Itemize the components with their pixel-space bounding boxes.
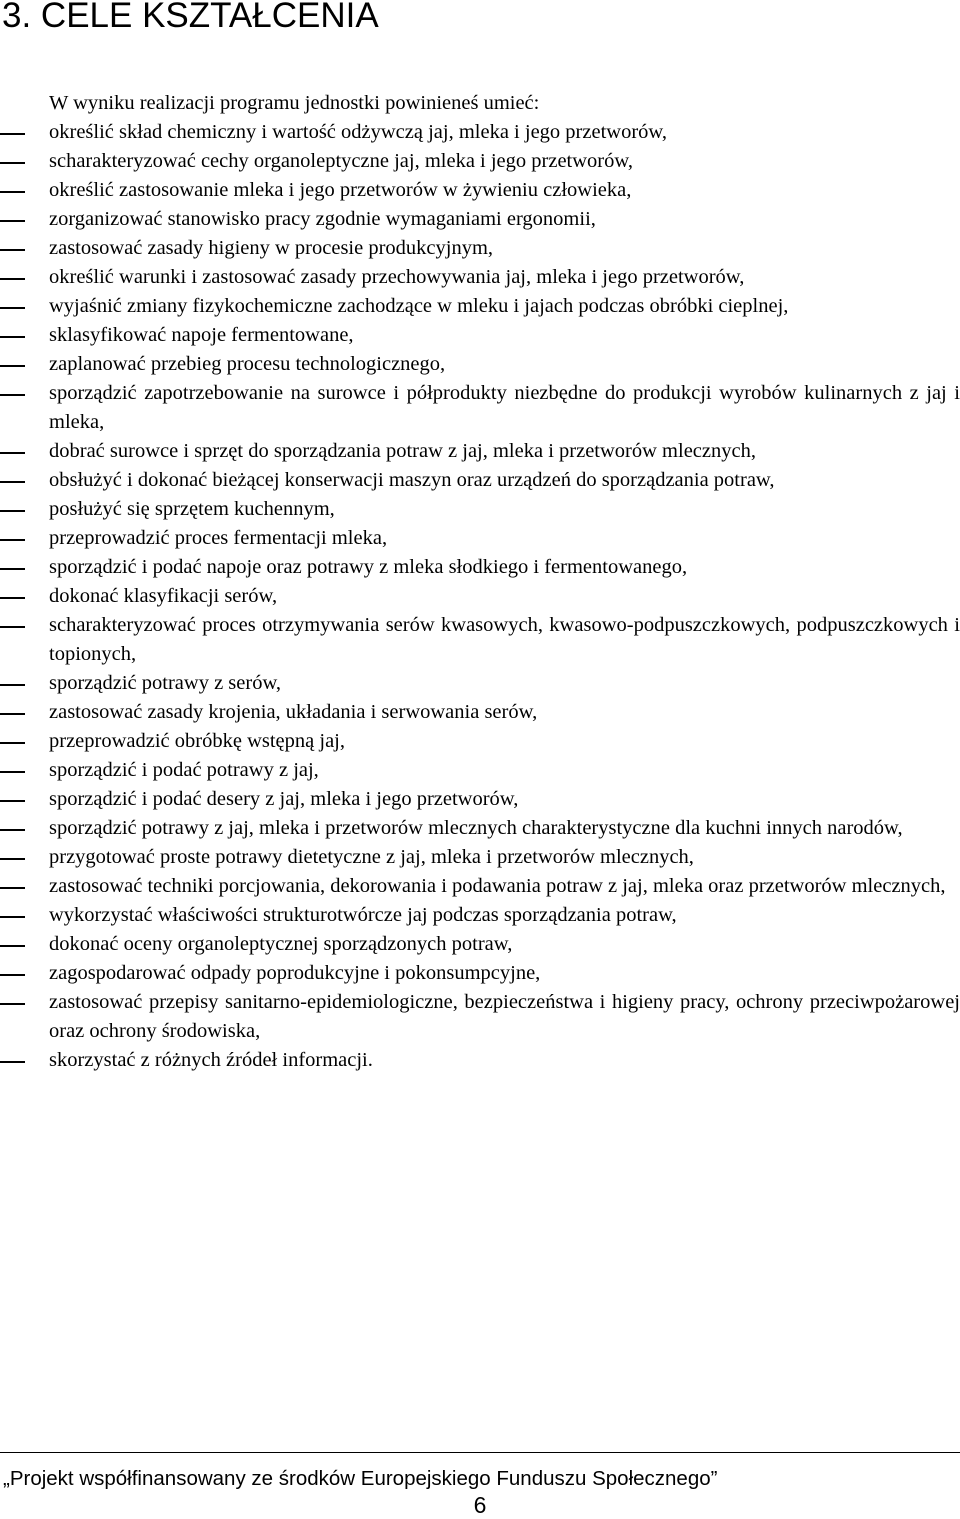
objective-item xyxy=(0,843,960,872)
objective-item xyxy=(0,263,960,292)
objective-text: zagospodarować odpady poprodukcyjne i pokonsumpcyjne, xyxy=(49,962,541,984)
dash-bullet-icon xyxy=(0,959,26,988)
objective-text: zastosować przepisy sanitarno-epidemiologiczne, bezpieczeństwa i higieny pracy, ochrony przeciwpożarowej oraz ochrony środowiska, xyxy=(49,991,960,1042)
dash-bullet-icon xyxy=(0,843,26,872)
dash-bullet-icon xyxy=(0,901,26,930)
objective-text: przeprowadzić obróbkę wstępną jaj, xyxy=(49,730,345,752)
objective-text: wyjaśnić zmiany fizykochemiczne zachodzące w mleku i jajach podczas obróbki cieplnej, xyxy=(49,295,789,317)
dash-bullet-icon xyxy=(0,234,26,263)
objective-text: posłużyć się sprzętem kuchennym, xyxy=(49,498,335,520)
objectives-list xyxy=(0,118,960,1075)
dash-bullet-icon xyxy=(0,437,26,466)
objective-text: dobrać surowce i sprzęt do sporządzania potraw z jaj, mleka i przetworów mlecznych, xyxy=(49,440,756,462)
dash-bullet-icon xyxy=(0,756,26,785)
objective-text: skorzystać z różnych źródeł informacji. xyxy=(49,1049,373,1071)
objective-text: obsłużyć i dokonać bieżącej konserwacji maszyn oraz urządzeń do sporządzania potraw, xyxy=(49,469,775,491)
objective-text: sporządzić zapotrzebowanie na surowce i półprodukty niezbędne do produkcji wyrobów kulinarnych z jaj i mleka, xyxy=(49,382,960,433)
objective-item xyxy=(0,1046,960,1075)
dash-bullet-icon xyxy=(0,350,26,379)
objective-item xyxy=(0,466,960,495)
objective-item xyxy=(0,350,960,379)
objective-item xyxy=(0,524,960,553)
objective-item xyxy=(0,872,960,901)
objective-text: sporządzić potrawy z jaj, mleka i przetworów mlecznych charakterystyczne dla kuchni innych narodów, xyxy=(49,817,903,839)
objective-item xyxy=(0,234,960,263)
objective-text: zastosować techniki porcjowania, dekorowania i podawania potraw z jaj, mleka oraz przetworów mlecznych, xyxy=(49,875,946,897)
objective-item xyxy=(0,727,960,756)
objective-item xyxy=(0,205,960,234)
objective-item xyxy=(0,814,960,843)
objective-text: sporządzić i podać desery z jaj, mleka i jego przetworów, xyxy=(49,788,519,810)
intro-text: W wyniku realizacji programu jednostki powinieneś umieć: xyxy=(49,92,540,114)
objective-text: przeprowadzić proces fermentacji mleka, xyxy=(49,527,388,549)
objective-item xyxy=(0,698,960,727)
dash-bullet-icon xyxy=(0,988,26,1017)
objective-item xyxy=(0,988,960,1046)
dash-bullet-icon xyxy=(0,205,26,234)
dash-bullet-icon xyxy=(0,263,26,292)
objective-text: zastosować zasady higieny w procesie produkcyjnym, xyxy=(49,237,494,259)
objective-text: sklasyfikować napoje fermentowane, xyxy=(49,324,354,346)
dash-bullet-icon xyxy=(0,147,26,176)
objective-text: przygotować proste potrawy dietetyczne z jaj, mleka i przetworów mlecznych, xyxy=(49,846,694,868)
objective-text: wykorzystać właściwości strukturotwórcze jaj podczas sporządzania potraw, xyxy=(49,904,677,926)
objective-text: zaplanować przebieg procesu technologicznego, xyxy=(49,353,446,375)
dash-bullet-icon xyxy=(0,524,26,553)
dash-bullet-icon xyxy=(0,176,26,205)
objective-item xyxy=(0,959,960,988)
dash-bullet-icon xyxy=(0,611,26,640)
dash-bullet-icon xyxy=(0,872,26,901)
objective-item xyxy=(0,321,960,350)
objective-item xyxy=(0,582,960,611)
objective-item xyxy=(0,669,960,698)
objective-item xyxy=(0,118,960,147)
objective-text: scharakteryzować cechy organoleptyczne jaj, mleka i jego przetworów, xyxy=(49,150,633,172)
dash-bullet-icon xyxy=(0,1046,26,1075)
dash-bullet-icon xyxy=(0,582,26,611)
page-number: 6 xyxy=(473,1492,487,1518)
objective-text: scharakteryzować proces otrzymywania serów kwasowych, kwasowo-podpuszczkowych, podpuszczkowych i topionych, xyxy=(49,614,960,665)
objective-item xyxy=(0,495,960,524)
objective-text: zastosować zasady krojenia, układania i serwowania serów, xyxy=(49,701,538,723)
dash-bullet-icon xyxy=(0,698,26,727)
dash-bullet-icon xyxy=(0,292,26,321)
dash-bullet-icon xyxy=(0,321,26,350)
dash-bullet-icon xyxy=(0,785,26,814)
dash-bullet-icon xyxy=(0,495,26,524)
objective-item xyxy=(0,611,960,669)
objective-text: dokonać klasyfikacji serów, xyxy=(49,585,278,607)
objective-text: sporządzić potrawy z serów, xyxy=(49,672,282,694)
objective-item xyxy=(0,292,960,321)
dash-bullet-icon xyxy=(0,553,26,582)
dash-bullet-icon xyxy=(0,669,26,698)
objective-text: sporządzić i podać potrawy z jaj, xyxy=(49,759,319,781)
objectives-section xyxy=(0,89,960,1075)
objective-text: określić skład chemiczny i wartość odżywczą jaj, mleka i jego przetworów, xyxy=(49,121,667,143)
objective-item xyxy=(0,930,960,959)
objective-text: określić zastosowanie mleka i jego przetworów w żywieniu człowieka, xyxy=(49,179,632,201)
footer-note: „Projekt współfinansowany ze środków Europejskiego Funduszu Społecznego” xyxy=(3,1467,718,1490)
dash-bullet-icon xyxy=(0,466,26,495)
dash-bullet-icon xyxy=(0,930,26,959)
objective-text: określić warunki i zastosować zasady przechowywania jaj, mleka i jego przetworów, xyxy=(49,266,745,288)
dash-bullet-icon xyxy=(0,118,26,147)
objective-text: sporządzić i podać napoje oraz potrawy z mleka słodkiego i fermentowanego, xyxy=(49,556,688,578)
objective-item xyxy=(0,379,960,437)
dash-bullet-icon xyxy=(0,727,26,756)
objective-item xyxy=(0,785,960,814)
objective-item xyxy=(0,756,960,785)
objective-item xyxy=(0,901,960,930)
dash-bullet-icon xyxy=(0,379,26,408)
objective-item xyxy=(0,553,960,582)
objective-item xyxy=(0,176,960,205)
objective-text: dokonać oceny organoleptycznej sporządzonych potraw, xyxy=(49,933,513,955)
objective-item xyxy=(0,147,960,176)
objective-text: zorganizować stanowisko pracy zgodnie wymaganiami ergonomii, xyxy=(49,208,596,230)
footer-divider xyxy=(0,1452,960,1453)
dash-bullet-icon xyxy=(0,814,26,843)
objective-item xyxy=(0,437,960,466)
section-heading: 3. CELE KSZTAŁCENIA xyxy=(2,0,379,35)
